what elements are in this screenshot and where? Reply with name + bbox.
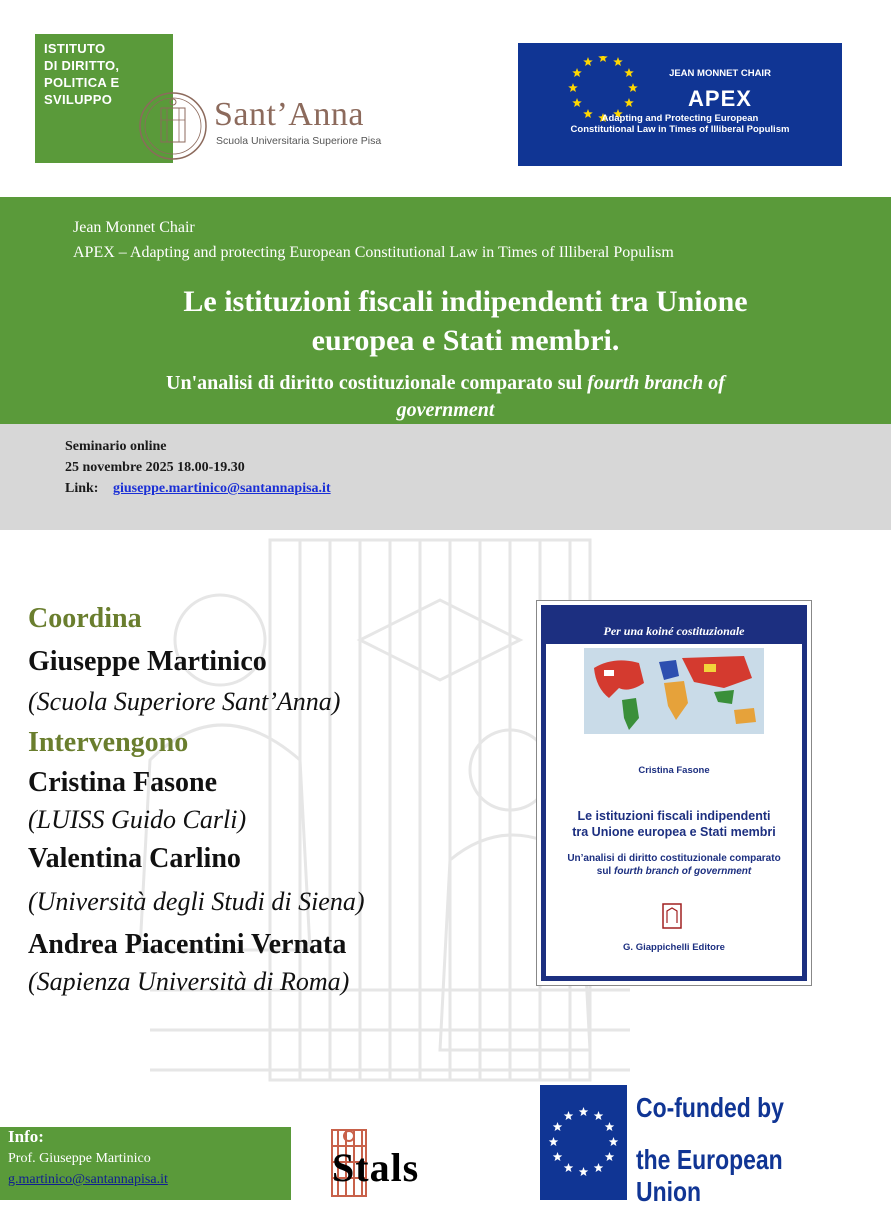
santanna-crest-icon bbox=[137, 90, 209, 162]
book-title-line-1: Le istituzioni fiscali indipendenti bbox=[577, 809, 771, 823]
seminar-link-label: Link: bbox=[65, 481, 99, 496]
book-subtitle-line-1: Un’analisi di diritto costituzionale comparato bbox=[567, 853, 781, 864]
seminar-date: 25 novembre 2025 18.00-19.30 bbox=[65, 460, 245, 475]
speakers-label: Intervengono bbox=[28, 727, 189, 758]
eu-stars-circle-icon bbox=[553, 56, 653, 156]
star-icon bbox=[609, 1137, 619, 1146]
star-icon bbox=[594, 1111, 604, 1120]
publisher-logo-icon bbox=[662, 903, 682, 929]
star-icon bbox=[628, 83, 638, 92]
book-title bbox=[546, 808, 802, 840]
star-icon bbox=[572, 98, 582, 107]
world-map-image bbox=[584, 648, 764, 734]
seminar-link[interactable]: giuseppe.martinico@santannapisa.it bbox=[113, 481, 331, 496]
santanna-subtitle: Scuola Universitaria Superiore Pisa bbox=[216, 135, 382, 147]
info-email-link[interactable]: g.martinico@santannapisa.it bbox=[8, 1172, 168, 1187]
coordinator-label: Coordina bbox=[28, 603, 142, 634]
subtitle-text: Un'analisi di diritto costituzionale comparato sul bbox=[166, 372, 588, 394]
apex-description: Adapting and Protecting European Constitutional Law in Times of Illiberal Populism bbox=[570, 113, 790, 135]
speaker-name: Andrea Piacentini Vernata bbox=[28, 929, 347, 960]
star-icon bbox=[579, 1167, 589, 1176]
star-icon bbox=[594, 1163, 604, 1172]
speaker-affiliation: (LUISS Guido Carli) bbox=[28, 805, 247, 834]
seminar-type: Seminario online bbox=[65, 439, 167, 454]
star-icon bbox=[553, 1122, 563, 1131]
star-icon bbox=[553, 1152, 563, 1161]
book-publisher: G. Giappichelli Editore bbox=[623, 942, 725, 953]
star-icon bbox=[564, 1163, 574, 1172]
star-icon bbox=[624, 68, 634, 77]
speaker-name: Cristina Fasone bbox=[28, 767, 217, 798]
star-icon bbox=[624, 98, 634, 107]
eu-cofunded-line-2: the European Union bbox=[636, 1144, 783, 1207]
seminar-title-line-2: europea e Stati membri. bbox=[311, 324, 620, 357]
star-icon bbox=[583, 57, 593, 66]
chair-line-2: APEX – Adapting and protecting European Constitutional Law in Times of Illiberal Populism bbox=[73, 244, 674, 261]
book-subtitle-prefix: sul bbox=[596, 866, 614, 877]
star-icon bbox=[579, 1107, 589, 1116]
star-icon bbox=[598, 56, 608, 62]
star-icon bbox=[549, 1137, 559, 1146]
seminar-subtitle bbox=[0, 370, 891, 424]
apex-label-main: APEX bbox=[688, 86, 752, 111]
santanna-name: Sant’Anna bbox=[214, 96, 364, 133]
subtitle-italic-2: government bbox=[396, 399, 495, 421]
book-author: Cristina Fasone bbox=[638, 765, 710, 776]
chair-line-1: Jean Monnet Chair bbox=[73, 219, 195, 236]
subtitle-italic-1: fourth branch of bbox=[587, 372, 725, 394]
eu-stars-icon bbox=[540, 1085, 627, 1200]
info-label: Info: bbox=[8, 1127, 44, 1146]
info-contact-name: Prof. Giuseppe Martinico bbox=[8, 1151, 151, 1166]
eu-cofunded-line-1: Co-funded by bbox=[636, 1092, 784, 1123]
seminar-title bbox=[20, 282, 891, 360]
book-series: Per una koiné costituzionale bbox=[603, 624, 745, 638]
book-subtitle-italic: fourth branch of government bbox=[614, 866, 752, 877]
star-icon bbox=[568, 83, 578, 92]
seminar-title-line-1: Le istituzioni fiscali indipendenti tra Unione bbox=[183, 285, 748, 318]
star-icon bbox=[564, 1111, 574, 1120]
star-icon bbox=[613, 57, 623, 66]
star-icon bbox=[572, 68, 582, 77]
book-title-line-2: tra Unione europea e Stati membri bbox=[572, 825, 776, 839]
stals-logo-text: Stals bbox=[332, 1145, 420, 1190]
star-icon bbox=[605, 1152, 615, 1161]
speaker-name: Valentina Carlino bbox=[28, 843, 241, 874]
institute-logo-text: ISTITUTO DI DIRITTO, POLITICA E SVILUPPO bbox=[44, 41, 120, 107]
speaker-affiliation: (Sapienza Università di Roma) bbox=[28, 967, 350, 996]
book-subtitle bbox=[546, 852, 802, 878]
apex-label-top: JEAN MONNET CHAIR bbox=[669, 68, 771, 79]
coordinator-affiliation: (Scuola Superiore Sant’Anna) bbox=[28, 687, 341, 716]
coordinator-name: Giuseppe Martinico bbox=[28, 646, 267, 677]
speaker-affiliation: (Università degli Studi di Siena) bbox=[28, 887, 365, 916]
star-icon bbox=[605, 1122, 615, 1131]
